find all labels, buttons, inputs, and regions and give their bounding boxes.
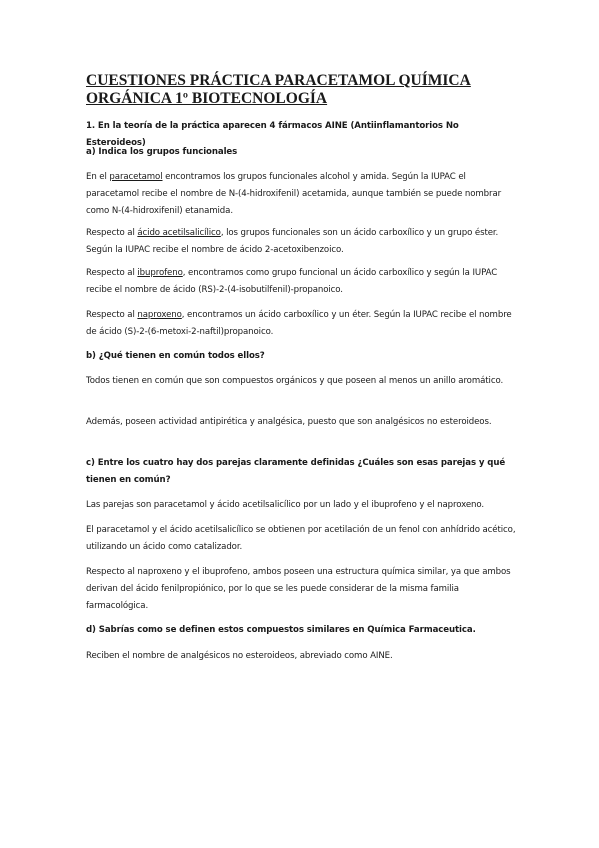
answer-d: Reciben el nombre de analgésicos no esteroideos, abreviado como AINE. [86,651,393,661]
question-1: 1. En la teoría de la práctica aparecen 4 fármacos AINE (Antiinflamantorios No Esteroideos) [86,121,459,148]
answer-c-3: Respecto al naproxeno y el ibuprofeno, ambos poseen una estructura química similar, ya que ambos derivan del ácido fenilpropiónico, por lo que se les puede considerar de la misma familia farmacológica. [86,567,511,611]
paragraph-ibuprofeno [86,265,516,299]
paragraph-prefix: Respecto al [86,268,138,278]
answer-c-1: Las parejas son paracetamol y ácido acetilsalicílico por un lado y el ibuprofeno y el naproxeno. [86,500,485,510]
term-naproxeno: naproxeno [137,310,182,320]
term-acetilsalicilico: ácido acetilsalicílico [137,228,221,238]
paragraph-body: , encontramos como grupo funcional un ácido carboxílico y según la IUPAC recibe el nombre de ácido (RS)-2-(4-isobutilfenil)-propanoico. [86,268,498,295]
answer-b-1: Todos tienen en común que son compuestos orgánicos y que poseen al menos un anillo aromático. [86,376,504,386]
paragraph-prefix: En el [86,172,110,182]
question-a: a) Indica los grupos funcionales [86,147,238,157]
question-b: b) ¿Qué tienen en común todos ellos? [86,351,265,361]
paragraph-naproxeno [86,307,516,341]
paragraph-body: , los grupos funcionales son un ácido carboxílico y un grupo éster. Según la IUPAC recibe el nombre de ácido 2-acetoxibenzoico. [86,228,499,255]
paragraph-prefix: Respecto al [86,310,138,320]
paragraph-paracetamol [86,169,516,220]
question-d: d) Sabrías como se definen estos compuestos similares en Química Farmaceutica. [86,625,476,635]
question-c: c) Entre los cuatro hay dos parejas claramente definidas ¿Cuáles son esas parejas y qué tienen en común? [86,458,506,485]
paragraph-body: encontramos los grupos funcionales alcohol y amida. Según la IUPAC el paracetamol recibe el nombre de N-(4-hidroxifenil) acetamida, aunque también se puede nombrar como N-(4-hidroxifenil) etanamida. [86,172,502,216]
paragraph-body: , encontramos un ácido carboxílico y un éter. Según la IUPAC recibe el nombre de ácido (S)-2-(6-metoxi-2-naftil)propanoico. [86,310,512,337]
answer-b-2: Además, poseen actividad antipirética y analgésica, puesto que son analgésicos no esteroideos. [86,417,492,427]
term-ibuprofeno: ibuprofeno [137,268,183,278]
paragraph-prefix: Respecto al [86,228,138,238]
document-title: CUESTIONES PRÁCTICA PARACETAMOL QUÍMICA ORGÁNICA 1º BIOTECNOLOGÍA [86,72,471,107]
paragraph-acetilsalicilico [86,225,516,259]
answer-c-2: El paracetamol y el ácido acetilsalicílico se obtienen por acetilación de un fenol con anhídrido acético, utilizando un ácido como catalizador. [86,525,516,552]
term-paracetamol: paracetamol [109,172,163,182]
